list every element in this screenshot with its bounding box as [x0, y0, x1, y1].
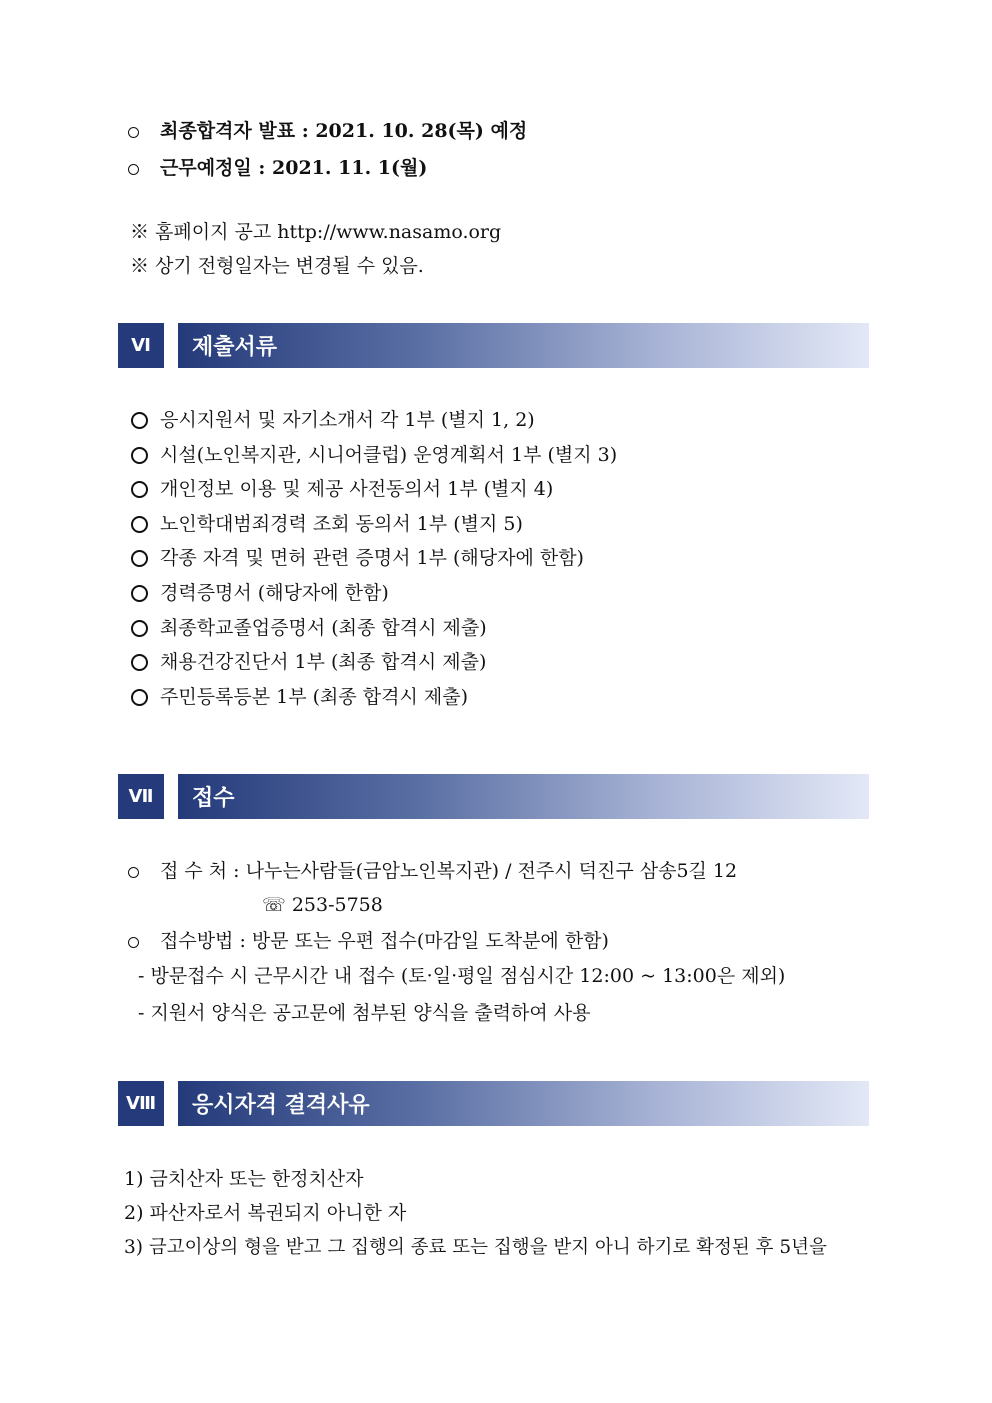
- list-item: 각종 자격 및 면허 관련 증명서 1부 (해당자에 한함): [160, 547, 584, 569]
- bullet-circle-icon: [131, 550, 148, 567]
- bullet-circle-icon: [131, 689, 148, 706]
- section-number-6: Ⅵ: [118, 323, 164, 368]
- list-item: 시설(노인복지관, 시니어클럽) 운영계획서 1부 (별지 3): [160, 444, 618, 466]
- bullet-circle-icon: [131, 585, 148, 602]
- list-item: 3) 금고이상의 형을 받고 그 집행의 종료 또는 집행을 받지 아니 하기로 확정된 후 5년을: [124, 1237, 827, 1258]
- reception-phone: [262, 892, 383, 918]
- bullet-circle-icon: [131, 516, 148, 533]
- work-start-date: 근무예정일 : 2021. 11. 1(월): [160, 157, 428, 179]
- bullet-circle-icon: [128, 937, 139, 948]
- section-title-disqualification: 응시자격 결격사유: [178, 1081, 869, 1126]
- list-item: 응시지원서 및 자기소개서 각 1부 (별지 1, 2): [160, 409, 535, 431]
- bullet-circle-icon: [131, 654, 148, 671]
- reception-note-form: - 지원서 양식은 공고문에 첨부된 양식을 출력하여 사용: [138, 1002, 591, 1024]
- bullet-circle-icon: [128, 127, 139, 138]
- final-announcement: 최종합격자 발표 : 2021. 10. 28(목) 예정: [160, 120, 528, 142]
- note-schedule-change: ※ 상기 전형일자는 변경될 수 있음.: [130, 255, 424, 277]
- list-item: 최종학교졸업증명서 (최종 합격시 제출): [160, 617, 487, 639]
- bullet-circle-icon: [131, 481, 148, 498]
- section-number-7: Ⅶ: [118, 774, 164, 819]
- list-item: 채용건강진단서 1부 (최종 합격시 제출): [160, 651, 487, 673]
- list-item: 1) 금치산자 또는 한정치산자: [124, 1168, 364, 1190]
- list-item: 노인학대범죄경력 조회 동의서 1부 (별지 5): [160, 513, 523, 535]
- list-item: 2) 파산자로서 복권되지 아니한 자: [124, 1202, 407, 1224]
- bullet-circle-icon: [128, 164, 139, 175]
- section-number-8: Ⅷ: [118, 1081, 164, 1126]
- bullet-circle-icon: [131, 620, 148, 637]
- bullet-circle-icon: [131, 447, 148, 464]
- list-item: 경력증명서 (해당자에 한함): [160, 582, 389, 604]
- phone-number: 253-5758: [291, 894, 383, 916]
- note-homepage: ※ 홈페이지 공고 http://www.nasamo.org: [130, 221, 502, 243]
- section-title-reception: 접수: [178, 774, 869, 819]
- section-title-documents: 제출서류: [178, 323, 869, 368]
- reception-note-visit: - 방문접수 시 근무시간 내 접수 (토·일·평일 점심시간 12:00 ~ 13:00은 제외): [138, 965, 786, 987]
- phone-icon: ☏: [262, 894, 286, 916]
- bullet-circle-icon: [128, 867, 139, 878]
- list-item: 개인정보 이용 및 제공 사전동의서 1부 (별지 4): [160, 478, 554, 500]
- list-item: 주민등록등본 1부 (최종 합격시 제출): [160, 686, 469, 708]
- reception-method: 접수방법 : 방문 또는 우편 접수(마감일 도착분에 한함): [160, 930, 609, 952]
- reception-place: 접 수 처 : 나누는사람들(금암노인복지관) / 전주시 덕진구 삼송5길 12: [160, 860, 738, 882]
- bullet-circle-icon: [131, 412, 148, 429]
